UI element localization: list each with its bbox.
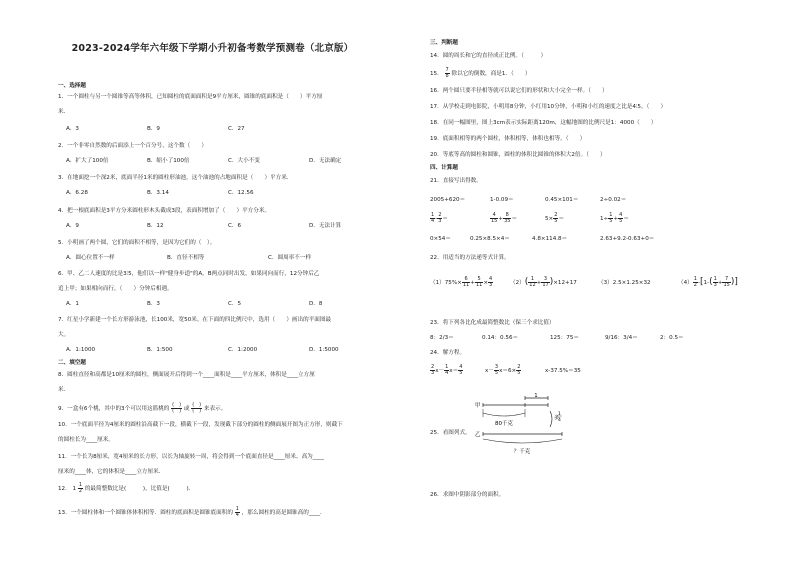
question-1-options <box>66 126 309 133</box>
section-calc: 四、计算题 <box>430 165 458 171</box>
question-2: 2．一个非零自然数的后面添上一个百分号，这个数（ ） <box>58 143 207 149</box>
option: D．无法计算 <box>309 223 342 229</box>
question-25: 25．看图列式。 <box>430 430 471 436</box>
top-label: 1 <box>534 393 538 399</box>
question-9-end: 来表示。 <box>203 406 227 412</box>
equation-row <box>430 365 581 376</box>
question-9-or: 或 <box>183 406 190 412</box>
question-13 <box>58 507 326 518</box>
question-9-text: 9．一盒有6个桃，其中的3个可以用这篮桃的 <box>58 406 170 412</box>
option: B．12 <box>147 223 164 229</box>
ratio-item: 0.14：0.56＝ <box>482 335 519 341</box>
ratio-item: 9/16：3/4＝ <box>605 335 638 341</box>
option: C．27 <box>228 126 245 132</box>
question-8-cont: 米． <box>58 387 70 393</box>
mid-label: 80千克 <box>495 421 513 427</box>
frac-num: 1 <box>558 412 561 417</box>
question-15-text: 除以它的倒数，商是1．（ ） <box>451 71 531 77</box>
calc-row-3 <box>430 236 654 243</box>
calc-item: 0.45×101＝ <box>545 197 579 203</box>
jia-label: 甲 <box>475 403 481 409</box>
question-1: 1．一个圆柱与另一个圆锥等高等体积，已知圆柱的底面面积是9平方厘米，圆锥的底面积是（ ）平方厘 <box>58 94 323 100</box>
bottom-brace <box>483 439 562 443</box>
question-18: 18．在同一幅图里，图上3cm表示实际距离120m，这幅地图的比例尺是1：4000（ ） <box>430 120 657 126</box>
question-12 <box>58 483 194 494</box>
right-brace <box>550 411 552 427</box>
fraction: $\frac{7}{8}$ <box>445 67 449 79</box>
calc-row-1 <box>430 197 626 204</box>
calc-item: 2÷0.02＝ <box>600 197 627 203</box>
line-diagram <box>470 393 590 463</box>
question-3: 3．在地面挖一个深2米，底面半径1米的圆柱形油池，这个油池的占地面积是（ ）平方米． <box>58 175 293 181</box>
option: D．1:5000 <box>309 347 339 353</box>
ratio-row <box>430 335 684 342</box>
step-calc-4: （4） $\frac{1}{2}$ -[1-( $\frac{1}{3}$ + $\frac{7}{15}$ )] <box>678 276 738 288</box>
equation-2: x－ $\frac{3}{5}$ x＝6× $\frac{2}{5}$ <box>485 364 521 376</box>
option: C．圆周率不一样 <box>268 255 312 261</box>
equation-1: $\frac{2}{3}$ x－ $\frac{1}{4}$ x＝ $\frac{4}{5}$ <box>431 364 463 376</box>
option: B．9 <box>147 126 160 132</box>
question-10: 10．一个底面半径为4厘米的圆柱沿高截下一段，横截下一段，发现截下部分的圆柱的侧面展开图为正方形，则截下 <box>58 422 343 428</box>
question-10-cont: 的圆柱长为____厘米。 <box>58 437 114 443</box>
question-12-label: 12． <box>58 486 71 492</box>
question-22: 22．用适当的方法递等式计算。 <box>430 255 510 261</box>
question-6: 6．甲、乙二人速度的比是3∶5，他们以一样"健身步道"的A，B两点同时出发，如果同向而行，12分钟后乙 <box>58 271 320 277</box>
ratio-item: 8：2/3＝ <box>430 335 454 341</box>
equation-3: x-37.5%＝35 <box>545 368 581 374</box>
option: B．3 <box>147 301 160 307</box>
calc-item: 5× $\frac{2}{5}$ ＝ <box>545 212 565 224</box>
blank-fraction: $\frac{( )}{( )}$ <box>172 402 182 414</box>
question-13-end: ，那么圆柱的高是圆锥高的____． <box>241 510 326 516</box>
unknown-label: ？千克 <box>513 449 531 455</box>
calc-item: 2.63+9.2-0.63+0＝ <box>600 236 655 242</box>
question-5-options <box>66 255 349 262</box>
option: A．1 <box>66 301 79 307</box>
question-8: 8．圆柱直径和高都是10厘米的圆柱，侧面展开后得到一个____面积是____平方厘米，体积是____立方厘 <box>58 372 315 378</box>
option: A．1:1000 <box>66 347 96 353</box>
question-9 <box>58 403 226 414</box>
question-11-cont: 厘米的____体，它的体积是____立方厘米． <box>58 469 165 475</box>
option: A．6.28 <box>66 190 88 196</box>
question-17: 17．从学校走到电影院，小明用8分钟，小红用10分钟，小明和小红的速度之比是4∶5。（ ） <box>430 104 667 110</box>
mixed-whole: 1 <box>72 486 77 492</box>
more-label: 多 <box>554 415 560 421</box>
question-14: 14．圆的周长和它的直径成正比例。（ ） <box>430 53 547 59</box>
question-26: 26．求图中阴影部分的面积。 <box>430 492 505 498</box>
mid-brace <box>483 413 525 416</box>
question-19: 19．底面积相等的两个圆柱，体积相等，体积也相等。（ ） <box>430 136 586 142</box>
option: A．圆心位置不一样 <box>66 255 115 261</box>
question-3-options <box>66 190 309 197</box>
section-choice: 一、选择题 <box>58 83 86 89</box>
question-4: 4．把一根底面积是3平方分米圆柱形木头截成3段，表面积增加了（ ）平方分米。 <box>58 208 271 214</box>
question-11: 11．一个长为8厘米，宽4厘米的长方形，以长为轴旋转一周，将会得到一个底面直径是____厘米、高为____ <box>58 454 324 460</box>
option: D．无法确定 <box>309 158 342 164</box>
question-15 <box>430 68 531 79</box>
question-7: 7．红星小学新建一个长方形游泳池，长100米，宽50米。在下面的四比例尺中，选用（ ）画出的平面图最 <box>58 317 332 323</box>
option: A．3 <box>66 126 79 132</box>
option: B．1:500 <box>147 347 173 353</box>
question-12-text: 的最简整数比是( )，比值是( )． <box>84 486 195 492</box>
page-title: 2023-2024学年六年级下学期小升初备考数学预测卷（北京版） <box>71 43 354 54</box>
option: B．缩小了100倍 <box>147 158 190 164</box>
question-1-cont: 米． <box>58 109 70 115</box>
calc-item: 4.8×114.8＝ <box>532 236 568 242</box>
question-15-label: 15． <box>430 71 443 77</box>
ratio-item: 125：75＝ <box>550 335 579 341</box>
option: D．8 <box>309 301 323 307</box>
step-calc-3: （3）2.5×1.25×32 <box>598 280 651 286</box>
question-5: 5．小明画了两个圆，它们的面积不相等，是因为它们的（ ）。 <box>58 240 216 246</box>
ratio-item: 2：0.5＝ <box>660 335 684 341</box>
yi-label: 乙 <box>475 432 481 438</box>
question-7-cont: 大。 <box>58 332 70 338</box>
option: C．12.56 <box>228 190 254 196</box>
option: C．大小不变 <box>228 158 260 164</box>
calc-item: 1÷ $\frac{1}{5}$ + $\frac{4}{5}$ ＝ <box>600 212 629 224</box>
option: C．1:2000 <box>228 347 258 353</box>
fraction: $\frac{1}{4}$ <box>235 506 239 518</box>
fraction: $\frac{1}{2}$ <box>78 482 83 494</box>
calc-item: $\frac{1}{4}$ - $\frac{2}{3}$ ＝ <box>431 212 449 224</box>
option: C．6 <box>228 223 242 229</box>
calc-steps-row <box>430 277 738 288</box>
question-20: 20．等底等高的圆柱和圆锥，圆柱的体积比圆锥的体积大2倍。（ ） <box>430 152 606 158</box>
question-2-options <box>66 158 390 165</box>
frac-den: 4 <box>558 418 561 423</box>
section-judge: 三、判断题 <box>430 40 458 46</box>
calc-item: 0×54＝ <box>430 236 451 242</box>
question-4-options <box>66 223 390 230</box>
option: A．9 <box>66 223 79 229</box>
option: A．扩大了100倍 <box>66 158 109 164</box>
question-16: 16．两个圆只要半径相等就可以说它们的形状和大小完全一样。（ ） <box>430 88 608 94</box>
option: B．直径不相等 <box>167 255 205 261</box>
step-calc-2: （2）( $\frac{1}{12}$ + $\frac{3}{17}$ )×12+17 <box>510 276 577 288</box>
calc-item: 0.25×8.5×4＝ <box>470 236 510 242</box>
option: B．3.14 <box>147 190 169 196</box>
section-fill: 二、填空题 <box>58 360 86 366</box>
question-13-text: 13．一个圆柱体和一个圆锥体体积相等．圆柱的底面积是圆锥底面积的 <box>58 510 233 516</box>
blank-fraction: $\frac{( )}{( )}$ <box>192 402 202 414</box>
calc-item: $\frac{4}{15}$ + $\frac{8}{35}$ ＝ <box>491 212 518 224</box>
calc-row-2 <box>430 213 629 224</box>
calc-item: 1-0.09＝ <box>490 197 514 203</box>
option: C．5 <box>228 301 242 307</box>
question-6-cont: 追上甲；如果相向而行，（ ）分钟后相遇。 <box>58 286 173 292</box>
calc-item: 2005+620＝ <box>430 197 466 203</box>
question-21: 21．直接写出得数。 <box>430 178 482 184</box>
step-calc-1: （1）75%× $\frac{6}{11}$ + $\frac{5}{11}$ × $\frac{4}{3}$ <box>430 276 493 288</box>
question-23: 23．将下列各比化成最简整数比（保三个求比值） <box>430 320 555 326</box>
question-7-options <box>66 347 390 354</box>
question-6-options <box>66 301 390 308</box>
question-24: 24．解方程。 <box>430 350 466 356</box>
